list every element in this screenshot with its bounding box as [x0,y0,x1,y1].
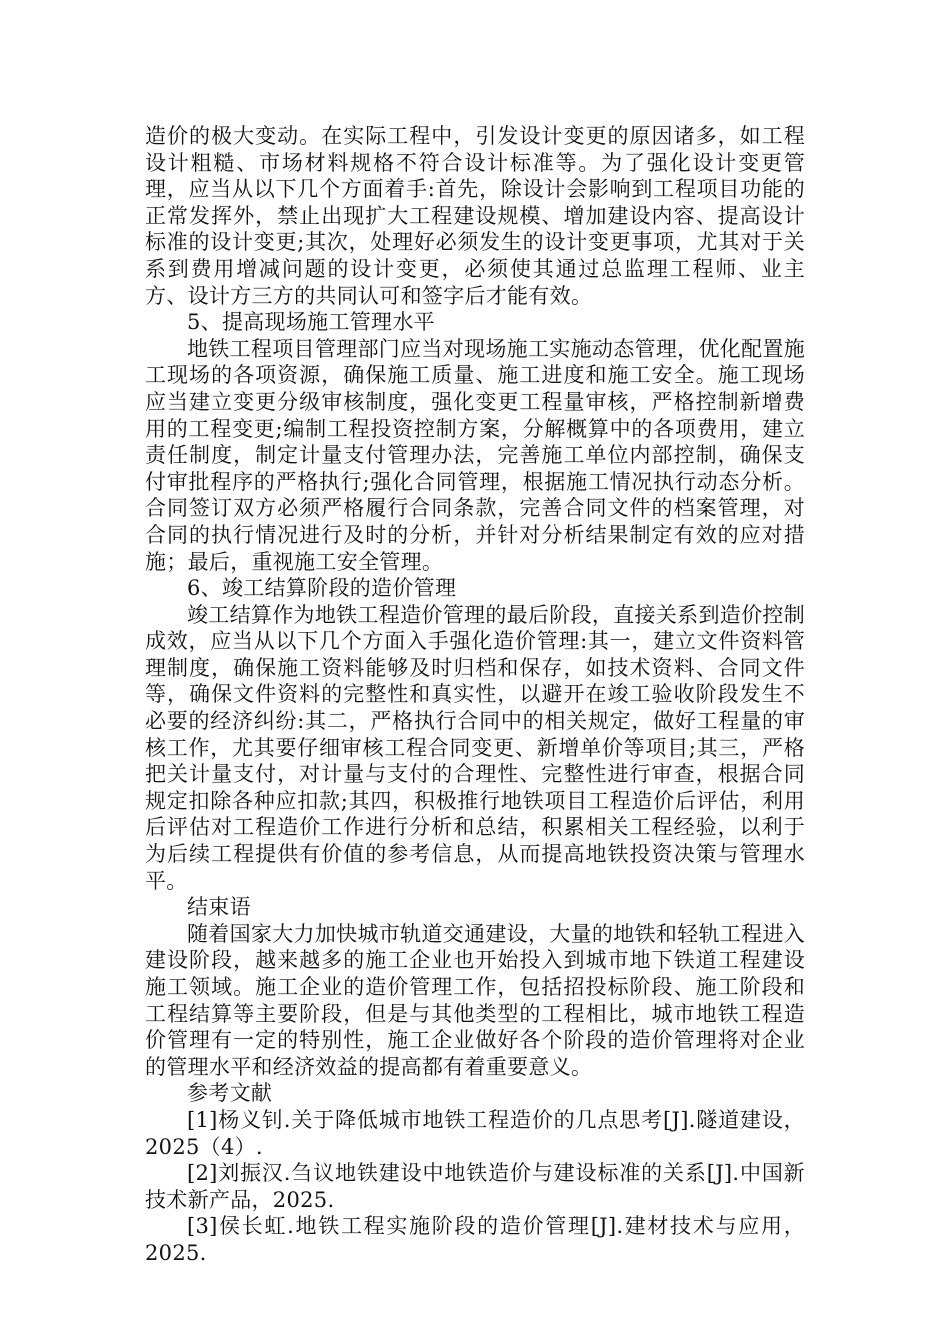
paragraph-design-change-continued: 造价的极大变动。在实际工程中，引发设计变更的原因诸多，如工程设计粗糙、市场材料规格不符合设计标准等。为了强化设计变更管理，应当从以下几个方面着手:首先，除设计会影响到工程项目功能的正常发挥外，禁止出现扩大工程建设规模、增加建设内容、提高设计标准的设计变更;其次，处理好必须发生的设计变更事项，尤其对于关系到费用增减问题的设计变更，必须使其通过总监理工程师、业主方、设计方三方的共同认可和签字后才能有效。 [145,124,805,308]
reference-item-3: [3]侯长虹.地铁工程实施阶段的造价管理[J].建材技术与应用，2025. [145,1214,805,1265]
section-heading-site-construction: 5、提高现场施工管理水平 [187,310,435,335]
reference-item-2: [2]刘振汉.刍议地铁建设中地铁造价与建设标准的关系[J].中国新技术新产品，2025. [145,1161,805,1212]
paragraph-conclusion: 随着国家大力加快城市轨道交通建设，大量的地铁和轻轨工程进入建设阶段，越来越多的施工企业也开始投入到城市地下铁道工程建设施工领域。施工企业的造价管理工作，包括招投标阶段、施工阶段和工程结算等主要阶段，但是与其他类型的工程相比，城市地铁工程造价管理有一定的特别性，施工企业做好各个阶段的造价管理将对企业的管理水平和经济效益的提高都有着重要意义。 [145,921,805,1079]
section-heading-references: 参考文献 [187,1081,273,1106]
document-body [145,123,805,1267]
paragraph-completion-settlement: 竣工结算作为地铁工程造价管理的最后阶段，直接关系到造价控制成效，应当从以下几个方面入手强化造价管理:其一，建立文件资料管理制度，确保施工资料能够及时归档和保存，如技术资料、合同文件等，确保文件资料的完整性和真实性，以避开在竣工验收阶段发生不必要的经济纠纷:其二，严格执行合同中的相关规定，做好工程量的审核工作，尤其要仔细审核工程合同变更、新增单价等项目;其三，严格把关计量支付，对计量与支付的合理性、完整性进行审查，根据合同规定扣除各种应扣款;其四，积极推行地铁项目工程造价后评估，利用后评估对工程造价工作进行分析和总结，积累相关工程经验，以利于为后续工程提供有价值的参考信息，从而提高地铁投资决策与管理水平。 [145,602,805,893]
section-heading-completion-settlement: 6、竣工结算阶段的造价管理 [187,576,457,601]
reference-item-1: [1]杨义钊.关于降低城市地铁工程造价的几点思考[J].隧道建设，2025（4）. [145,1107,805,1159]
paragraph-site-construction: 地铁工程项目管理部门应当对现场施工实施动态管理，优化配置施工现场的各项资源，确保施工质量、施工进度和施工安全。施工现场应当建立变更分级审核制度，强化变更工程量审核，严格控制新增费用的工程变更;编制工程投资控制方案，分解概算中的各项费用，建立责任制度，制定计量支付管理办法，完善施工单位内部控制，确保支付审批程序的严格执行;强化合同管理，根据施工情况执行动态分析。合同签订双方必须严格履行合同条款，完善合同文件的档案管理，对合同的执行情况进行及时的分析，并针对分析结果制定有效的应对措施；最后，重视施工安全管理。 [145,336,805,574]
section-heading-conclusion: 结束语 [187,895,251,920]
